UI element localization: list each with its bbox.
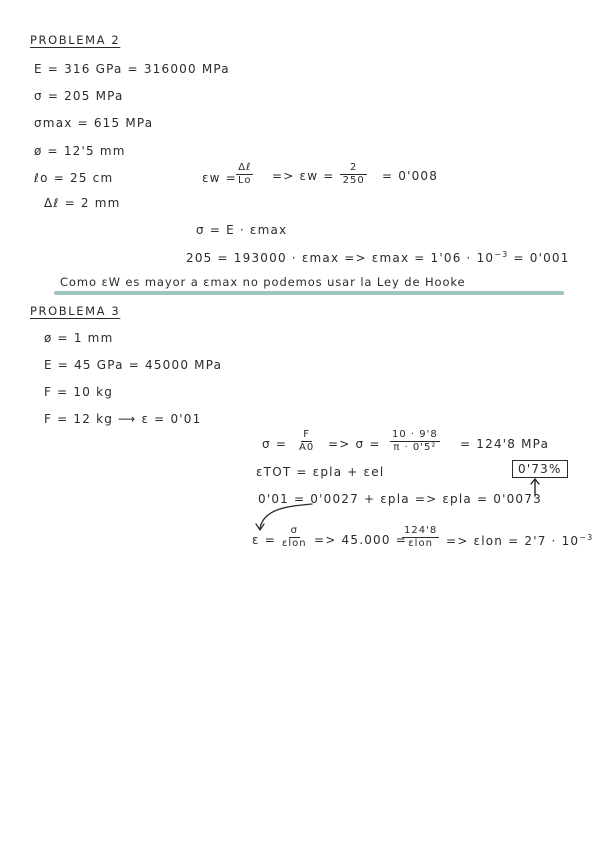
strain-w-fraction-2 — [340, 162, 367, 186]
total-strain-line: εTOT = εpla + εel — [256, 465, 385, 479]
youngs-modulus-line: E = 316 GPa = 316000 MPa — [34, 62, 230, 76]
elastic-result-main: => εlon = 2'7 · 10 — [446, 534, 580, 548]
fraction-numerator: F — [303, 429, 310, 440]
stress-eq-mid: => σ = — [328, 437, 381, 451]
plastic-strain-line: 0'01 = 0'0027 + εpla => εpla = 0'0073 — [258, 492, 542, 506]
highlight-underline — [54, 291, 564, 295]
stress-eq-lhs: σ = — [262, 437, 288, 451]
strain-w-fraction — [236, 162, 254, 186]
fraction-numerator: 2 — [340, 162, 367, 175]
strain-w-result: = 0'008 — [382, 169, 439, 183]
calc-exponent: −3 — [494, 250, 509, 259]
fraction-denominator: A0 — [299, 441, 315, 453]
fraction-numerator: 124'8 — [404, 525, 438, 536]
stress-fraction — [297, 429, 316, 453]
elastic-fraction — [280, 525, 309, 549]
fraction-denominator: Lo — [238, 174, 252, 186]
force1-line: F = 10 kg — [44, 385, 114, 399]
strain-w-mid: => εw = — [272, 169, 335, 183]
fraction-denominator: εlon — [408, 537, 433, 549]
elastic-fraction-2 — [402, 525, 439, 549]
boxed-result: 0'73% — [512, 460, 568, 478]
fraction-denominator: 250 — [342, 174, 365, 186]
elastic-eq-lhs: ε = — [252, 533, 276, 547]
calc-tail: = 0'001 — [508, 251, 570, 265]
stress-line: σ = 205 MPa — [34, 89, 124, 103]
hooke-law-line: σ = E · εmax — [196, 223, 288, 237]
problem2-title: PROBLEMA 2 — [30, 33, 121, 47]
elastic-result-exponent: −3 — [579, 533, 594, 542]
strain-max-calc — [186, 250, 570, 265]
fraction-numerator: 10 · 9'8 — [392, 429, 438, 440]
elastic-result — [446, 533, 593, 548]
problem3-title: PROBLEMA 3 — [30, 304, 121, 318]
diameter-line: ø = 12'5 mm — [34, 144, 126, 158]
wire-diameter-line: ø = 1 mm — [44, 331, 114, 345]
calc-main: 205 = 193000 · εmax => εmax = 1'06 · 10 — [186, 251, 495, 265]
fraction-numerator: Δℓ — [238, 162, 252, 173]
strain-w-lhs: εw = — [202, 171, 237, 185]
fraction-denominator: π · 0'5² — [393, 441, 437, 453]
stress-fraction-2 — [390, 429, 440, 453]
elastic-eq-mid: => 45.000 = — [314, 533, 407, 547]
length-line: ℓo = 25 cm — [34, 171, 114, 185]
stress-result: = 124'8 MPa — [460, 437, 550, 451]
fraction-numerator: σ — [290, 525, 298, 536]
fraction-denominator: εlon — [282, 537, 307, 549]
force2-line: F = 12 kg ⟶ ε = 0'01 — [44, 412, 202, 426]
elongation-line: Δℓ = 2 mm — [44, 196, 121, 210]
modulus-line: E = 45 GPa = 45000 MPa — [44, 358, 223, 372]
max-stress-line: σmax = 615 MPa — [34, 116, 154, 130]
conclusion-text: Como εW es mayor a εmax no podemos usar la Ley de Hooke — [60, 275, 466, 289]
